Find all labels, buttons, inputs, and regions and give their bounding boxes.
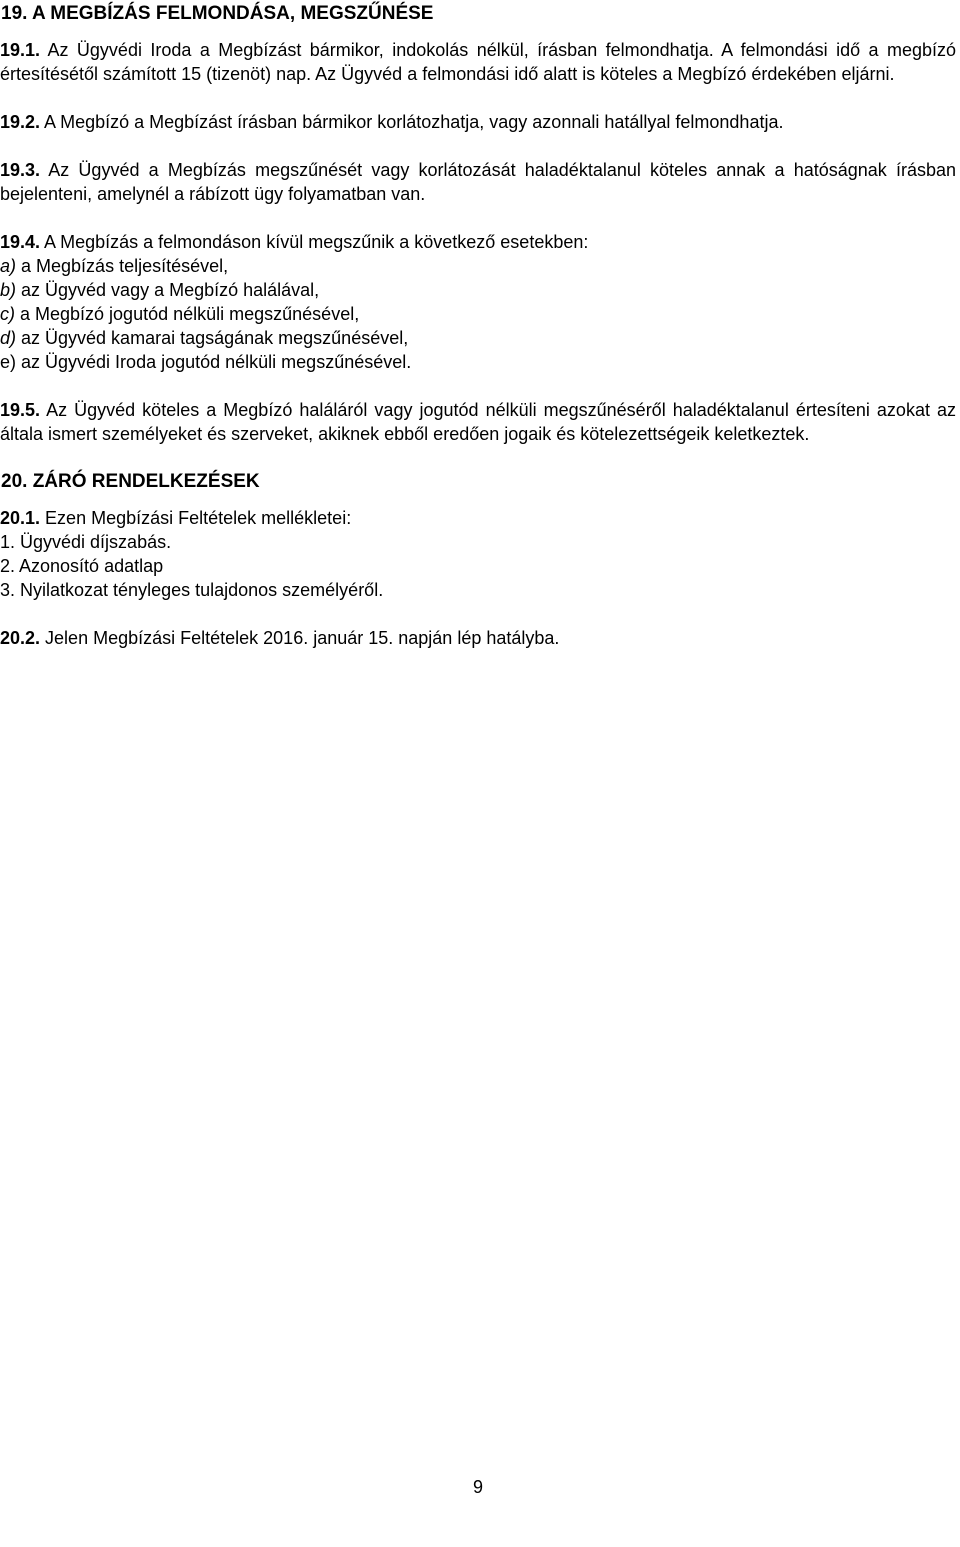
paragraph-20-2	[0, 626, 956, 650]
document-page	[0, 2, 956, 674]
page-number: 9	[472, 1477, 483, 1497]
list-item: 3. Nyilatkozat tényleges tulajdonos személyéről.	[0, 580, 384, 600]
paragraph-19-1	[0, 38, 956, 86]
paragraph-19-4	[0, 230, 956, 374]
list-item	[0, 302, 956, 326]
list-item	[0, 278, 956, 302]
list-item-text: az Ügyvéd vagy a Megbízó halálával,	[16, 280, 320, 300]
paragraph-number: 19.2.	[0, 112, 41, 132]
paragraph-number: 19.3.	[0, 160, 41, 180]
list-intro	[0, 506, 956, 530]
section-19-title: 19. A MEGBÍZÁS FELMONDÁSA, MEGSZŰNÉSE	[1, 3, 434, 24]
list-item	[0, 350, 956, 374]
list-item	[0, 326, 956, 350]
paragraph-19-5	[0, 398, 956, 446]
paragraph-20-1	[0, 506, 956, 602]
paragraph-text: A Megbízás a felmondáson kívül megszűnik a következő esetekben:	[40, 232, 589, 252]
list-item-letter: c)	[0, 304, 15, 324]
list-item: 1. Ügyvédi díjszabás.	[0, 532, 172, 552]
paragraph-text: Az Ügyvéd köteles a Megbízó haláláról vagy jogutód nélküli megszűnéséről haladéktalanul értesíteni azokat az általa ismert személyeket és szerveket, akiknek ebből eredően jogaik és kötelezettségeik keletkeztek.	[0, 400, 956, 444]
list-intro	[0, 230, 956, 254]
paragraph-number: 19.1.	[0, 40, 41, 60]
paragraph-number: 20.2.	[0, 628, 41, 648]
list-item-letter: e)	[0, 352, 17, 372]
paragraph-text: Ezen Megbízási Feltételek mellékletei:	[40, 508, 352, 528]
paragraph-text: Az Ügyvédi Iroda a Megbízást bármikor, indokolás nélkül, írásban felmondhatja. A felmondási idő a megbízó értesítésétől számított 15 (tizenöt) nap. Az Ügyvéd a felmondási idő alatt is köteles a Megbízó érdekében eljárni.	[0, 40, 956, 84]
paragraph-number: 19.5.	[0, 400, 41, 420]
paragraph-19-2	[0, 110, 956, 134]
list-item: 2. Azonosító adatlap	[0, 556, 164, 576]
paragraph-text: A Megbízó a Megbízást írásban bármikor korlátozhatja, vagy azonnali hatállyal felmondhatja.	[40, 112, 784, 132]
list-item-text: a Megbízás teljesítésével,	[16, 256, 229, 276]
list-item-letter: b)	[0, 280, 17, 300]
paragraph-text: Jelen Megbízási Feltételek 2016. január 15. napján lép hatályba.	[40, 628, 560, 648]
list-item-text: az Ügyvédi Iroda jogutód nélküli megszűnésével.	[16, 352, 412, 372]
paragraph-19-3	[0, 158, 956, 206]
paragraph-text: Az Ügyvéd a Megbízás megszűnését vagy korlátozását haladéktalanul köteles annak a hatóságnak írásban bejelenteni, amelynél a rábízott ügy folyamatban van.	[0, 160, 956, 204]
list-item-text: az Ügyvéd kamarai tagságának megszűnésével,	[16, 328, 409, 348]
paragraph-number: 20.1.	[0, 508, 41, 528]
list-item-text: a Megbízó jogutód nélküli megszűnésével,	[15, 304, 360, 324]
paragraph-number: 19.4.	[0, 232, 41, 252]
section-20-title: 20. ZÁRÓ RENDELKEZÉSEK	[1, 471, 260, 492]
list-item-letter: a)	[0, 256, 17, 276]
list-item-letter: d)	[0, 328, 17, 348]
list-item	[0, 254, 956, 278]
